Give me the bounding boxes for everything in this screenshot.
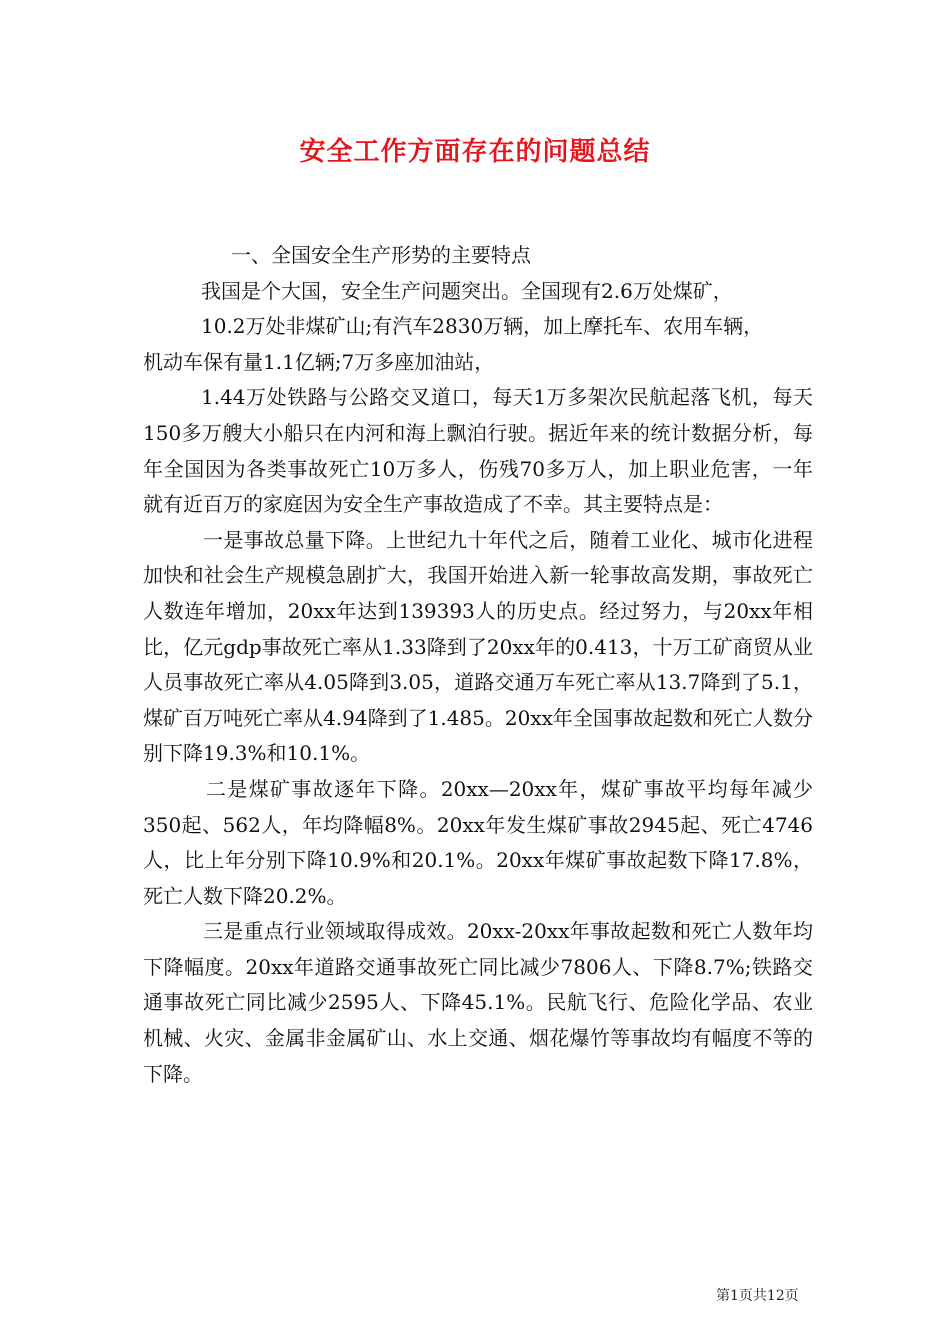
section-heading: 一、全国安全生产形势的主要特点	[231, 243, 531, 267]
paragraph-7: 三是重点行业领域取得成效。20xx-20xx年事故起数和死亡人数年均下降幅度。20xx年道路交通事故死亡同比减少7806人、下降8.7%;铁路交通事故死亡同比减少2595人、下降45.1%。民航飞行、危险化学品、农业机械、火灾、金属非金属矿山、水上交通、烟花爆竹等事故均有幅度不等的下降。	[143, 919, 813, 1086]
page-number: 第1页共12页	[716, 1288, 799, 1304]
paragraph-4: 1.44万处铁路与公路交叉道口，每天1万多架次民航起落飞机，每天150多万艘大小船只在内河和海上飘泊行驶。据近年来的统计数据分析，每年全国因为各类事故死亡10万多人，伤残70多万人，加上职业危害，一年就有近百万的家庭因为安全生产事故造成了不幸。其主要特点是：	[143, 385, 813, 517]
paragraph-3: 机动车保有量1.1亿辆;7万多座加油站，	[143, 349, 495, 374]
document-title: 安全工作方面存在的问题总结	[299, 137, 651, 167]
paragraph-1: 我国是个大国，安全生产问题突出。全国现有2.6万处煤矿，	[201, 278, 733, 303]
document-body	[143, 238, 813, 1092]
paragraph-6: 二是煤矿事故逐年下降。20xx—20xx年，煤矿事故平均每年减少350起、562人，年均降幅8%。20xx年发生煤矿事故2945起、死亡4746人，比上年分别下降10.9%和20.1%。20xx年煤矿事故起数下降17.8%，死亡人数下降20.2%。	[143, 776, 813, 908]
paragraph-5: 一是事故总量下降。上世纪九十年代之后，随着工业化、城市化进程加快和社会生产规模急剧扩大，我国开始进入新一轮事故高发期，事故死亡人数连年增加，20xx年达到139393人的历史点。经过努力，与20xx年相比，亿元gdp事故死亡率从1.33降到了20xx年的0.413，十万工矿商贸从业人员事故死亡率从4.05降到3.05，道路交通万车死亡率从13.7降到了5.1，煤矿百万吨死亡率从4.94降到了1.485。20xx年全国事故起数和死亡人数分别下降19.3%和10.1%。	[143, 527, 813, 766]
paragraph-2: 10.2万处非煤矿山;有汽车2830万辆，加上摩托车、农用车辆，	[201, 314, 764, 339]
